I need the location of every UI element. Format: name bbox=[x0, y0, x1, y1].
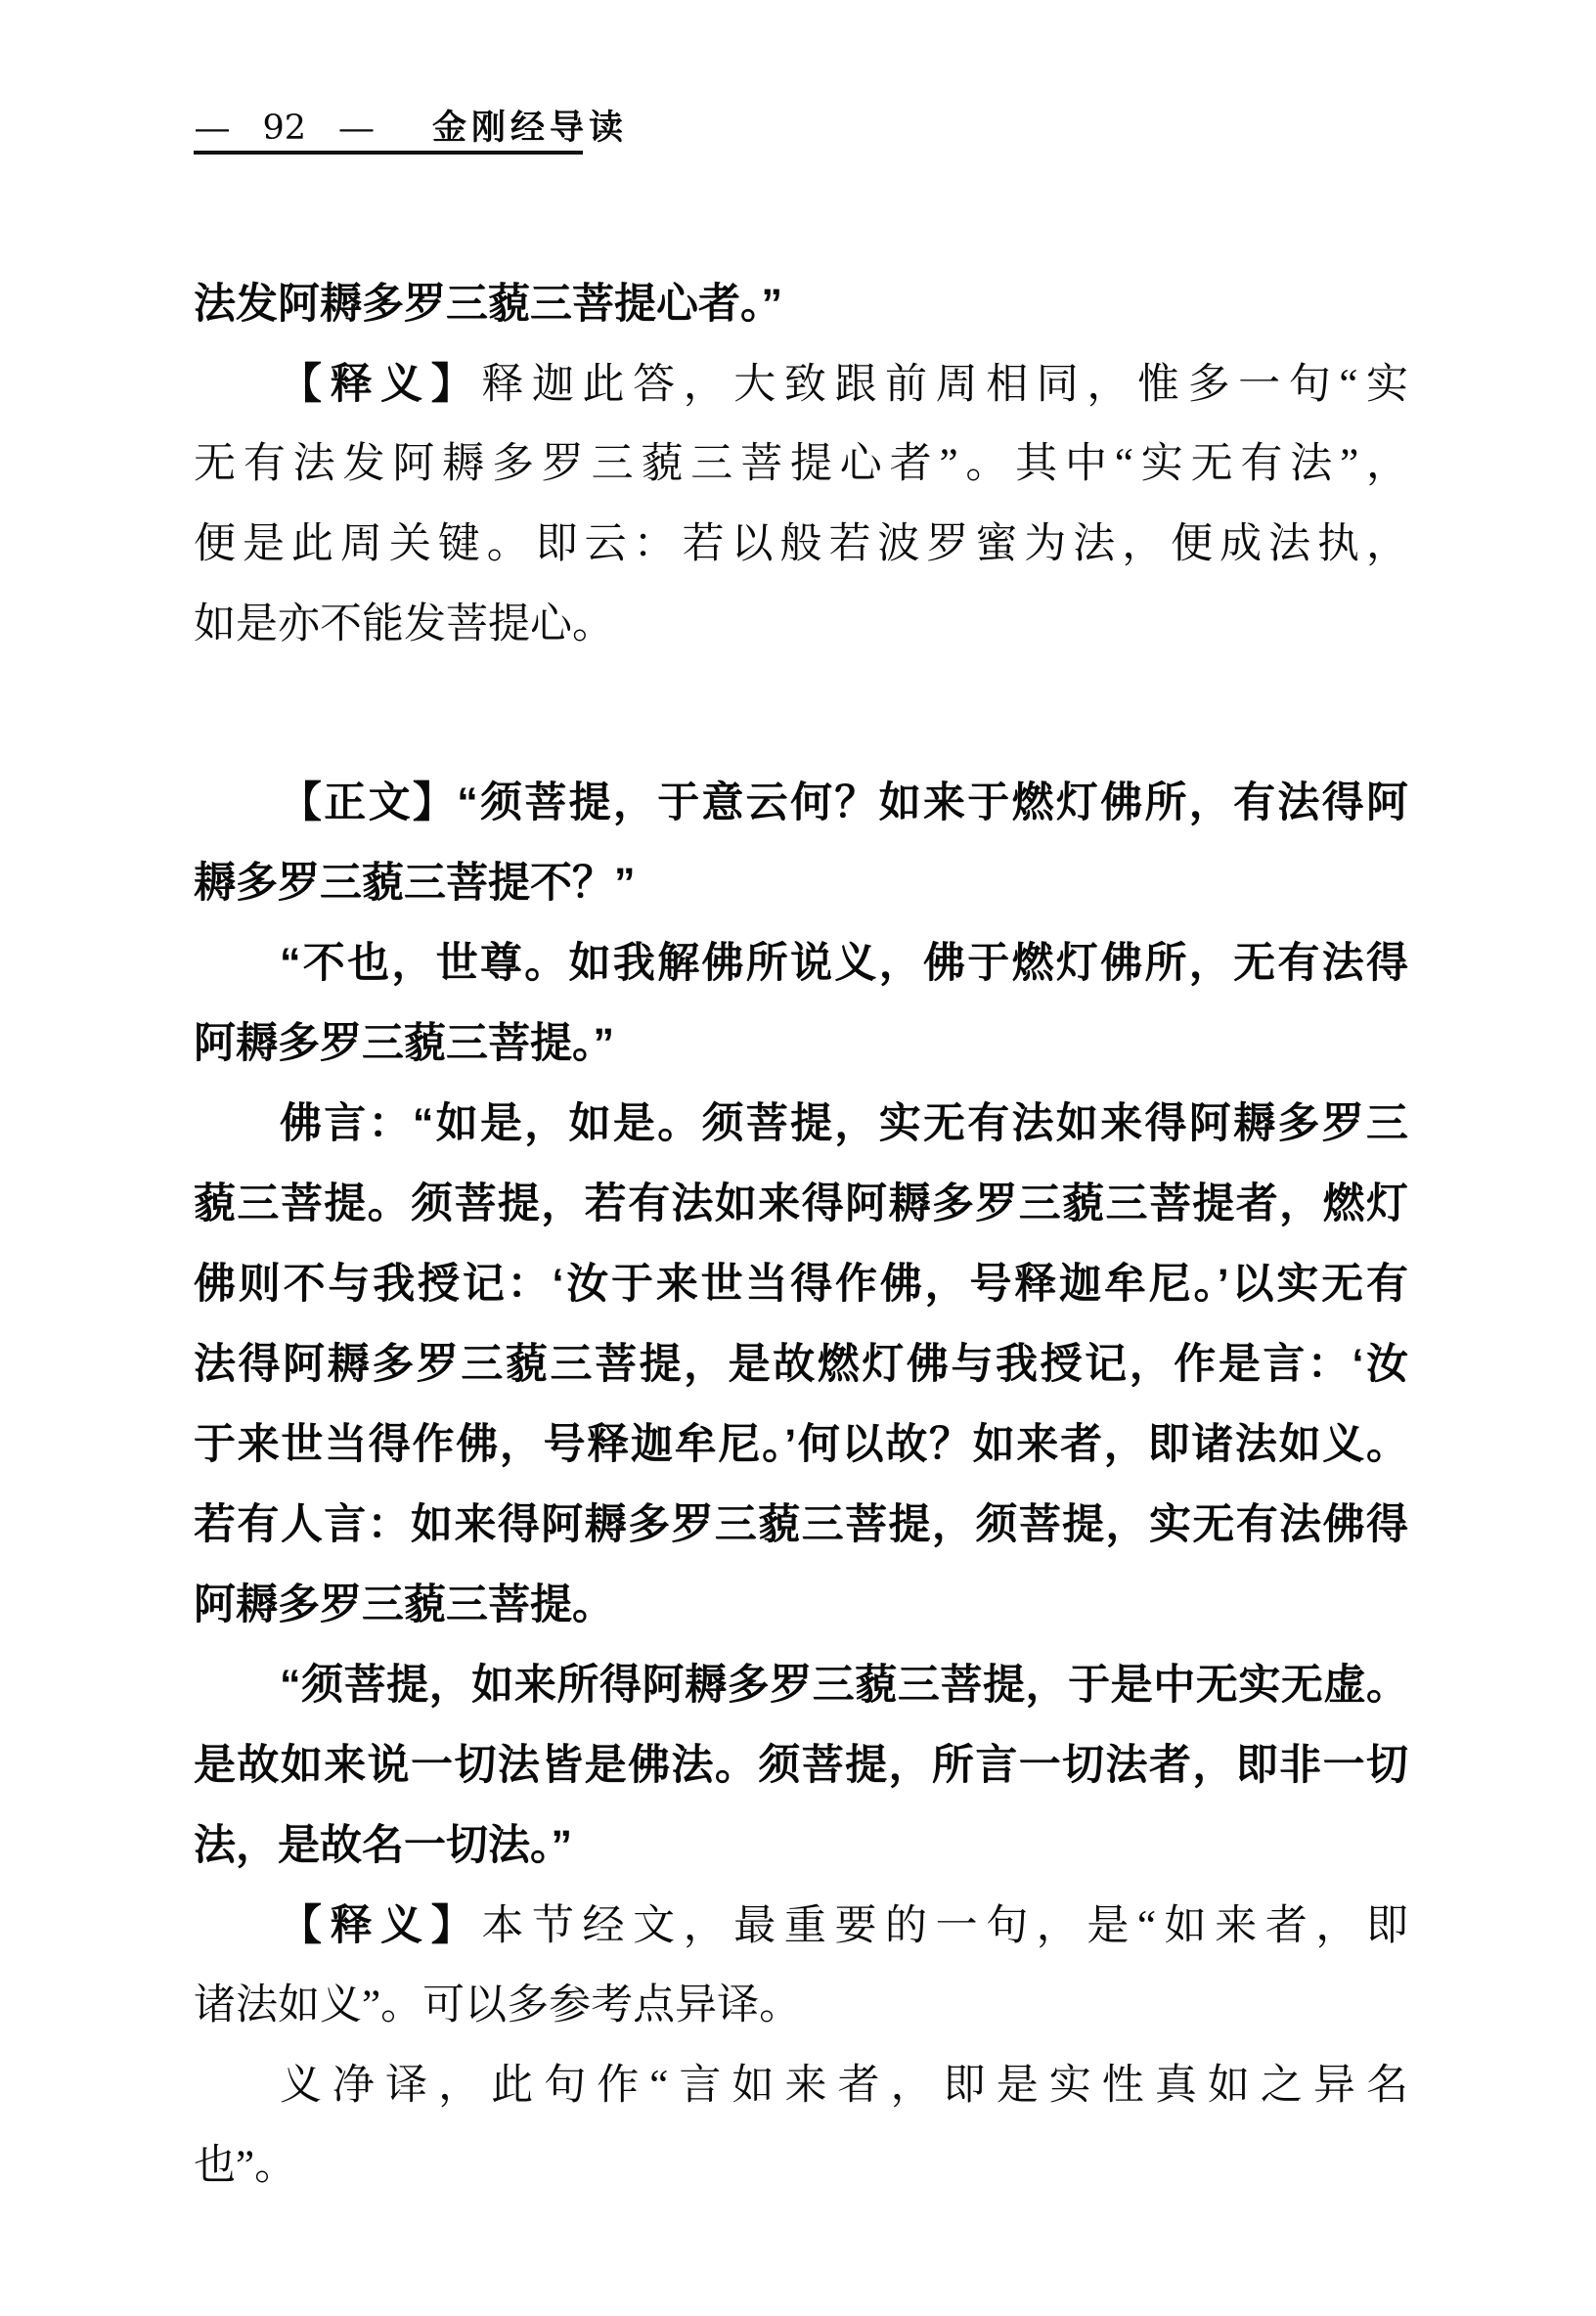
page-body bbox=[194, 264, 1408, 2206]
scripture-line: 法得阿耨多罗三藐三菩提，是故燃灯佛与我授记，作是言：‘汝 bbox=[194, 1341, 1408, 1388]
scripture-line: 若有人言：如来得阿耨多罗三藐三菩提，须菩提，实无有法佛得 bbox=[194, 1501, 1408, 1548]
page-header bbox=[196, 108, 1408, 149]
commentary-line: 也”。 bbox=[194, 2143, 297, 2189]
scripture-line: 阿耨多罗三藐三菩提。 bbox=[194, 1581, 614, 1628]
header-dash-right: — bbox=[339, 110, 374, 147]
scripture-line: 阿耨多罗三藐三菩提。” bbox=[194, 1020, 614, 1067]
scripture-line: 耨多罗三藐三菩提不？” bbox=[194, 860, 636, 907]
commentary-line: 如是亦不能发菩提心。 bbox=[194, 601, 614, 647]
section-label-shiyi: 【释义】 bbox=[280, 361, 482, 408]
commentary-line: 便是此周关键。即云：若以般若波罗蜜为法，便成法执， bbox=[194, 521, 1408, 567]
scripture-line: 于来世当得作佛，号释迦牟尼。’何以故？如来者，即诸法如义。 bbox=[194, 1421, 1408, 1468]
scripture-line: 佛则不与我授记：‘汝于来世当得作佛，号释迦牟尼。’以实无有 bbox=[194, 1261, 1408, 1308]
section-gap bbox=[194, 665, 1408, 763]
header-dash-left: — bbox=[196, 110, 229, 147]
scripture-line: 是故如来说一切法皆是佛法。须菩提，所言一切法者，即非一切 bbox=[194, 1742, 1408, 1789]
commentary-line: 诸法如义”。可以多参考点异译。 bbox=[194, 1982, 802, 2028]
scripture-line: 藐三菩提。须菩提，若有法如来得阿耨多罗三藐三菩提者，燃灯 bbox=[194, 1180, 1408, 1227]
header-rule bbox=[194, 151, 583, 155]
scripture-line: 法发阿耨多罗三藐三菩提心者。” bbox=[194, 281, 782, 328]
commentary-line bbox=[194, 344, 1408, 424]
scripture-line: 佛言：“如是，如是。须菩提，实无有法如来得阿耨多罗三 bbox=[280, 1100, 1408, 1147]
scripture-line: 法，是故名一切法。” bbox=[194, 1822, 572, 1869]
scripture-line bbox=[194, 763, 1408, 843]
scripture-text: “须菩提，于意云何？如来于燃灯佛所，有法得阿 bbox=[457, 779, 1409, 826]
page-number: 92 bbox=[262, 109, 307, 148]
section-label-zhengwen: 【正文】 bbox=[280, 779, 458, 826]
section-label-shiyi: 【释义】 bbox=[280, 1902, 482, 1949]
book-title: 金刚经导读 bbox=[432, 109, 629, 147]
commentary-line: 无有法发阿耨多罗三藐三菩提心者”。其中“实无有法”， bbox=[194, 441, 1408, 487]
commentary-text: 本节经文，最重要的一句，是“如来者，即 bbox=[481, 1903, 1409, 1949]
scripture-line: “不也，世尊。如我解佛所说义，佛于燃灯佛所，无有法得 bbox=[280, 940, 1408, 987]
scripture-line: “须菩提，如来所得阿耨多罗三藐三菩提，于是中无实无虚。 bbox=[280, 1662, 1408, 1709]
commentary-line bbox=[194, 1886, 1408, 1966]
commentary-text: 释迦此答，大致跟前周相同，惟多一句“实 bbox=[481, 362, 1409, 408]
commentary-line: 义净译，此句作“言如来者，即是实性真如之异名 bbox=[280, 2063, 1408, 2109]
